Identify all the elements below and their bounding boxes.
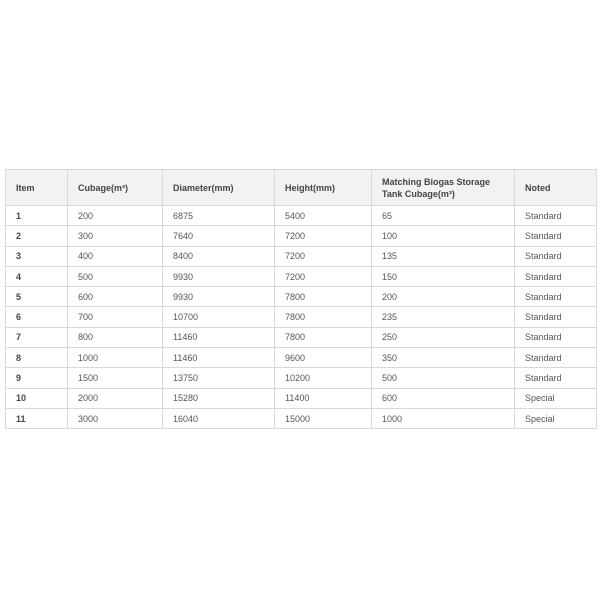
cell-cubage: 1500 bbox=[68, 368, 163, 388]
header-cubage: Cubage(m³) bbox=[68, 170, 163, 206]
header-matching-line-1: Matching Biogas Storage bbox=[382, 176, 491, 187]
table-row bbox=[6, 287, 597, 307]
header-matching-line-2: Tank Cubage(m³) bbox=[382, 188, 455, 199]
cell-diameter: 15280 bbox=[163, 388, 275, 408]
table-body bbox=[6, 206, 597, 429]
table-row bbox=[6, 348, 597, 368]
cell-item: 9 bbox=[6, 368, 68, 388]
specification-table bbox=[5, 169, 597, 429]
cell-matching-tank-cubage: 135 bbox=[372, 246, 515, 266]
header-row bbox=[6, 170, 597, 206]
cell-height: 7200 bbox=[275, 266, 372, 286]
cell-item: 8 bbox=[6, 348, 68, 368]
cell-height: 7200 bbox=[275, 246, 372, 266]
cell-item: 10 bbox=[6, 388, 68, 408]
header-matching-tank-cubage bbox=[372, 170, 515, 206]
cell-item: 2 bbox=[6, 226, 68, 246]
cell-cubage: 500 bbox=[68, 266, 163, 286]
cell-noted: Standard bbox=[515, 206, 597, 226]
cell-item: 7 bbox=[6, 327, 68, 347]
table-row bbox=[6, 408, 597, 428]
header-height: Height(mm) bbox=[275, 170, 372, 206]
cell-height: 7800 bbox=[275, 307, 372, 327]
cell-diameter: 6875 bbox=[163, 206, 275, 226]
cell-diameter: 9930 bbox=[163, 287, 275, 307]
cell-diameter: 10700 bbox=[163, 307, 275, 327]
cell-height: 9600 bbox=[275, 348, 372, 368]
cell-noted: Standard bbox=[515, 327, 597, 347]
cell-cubage: 400 bbox=[68, 246, 163, 266]
cell-height: 7200 bbox=[275, 226, 372, 246]
cell-matching-tank-cubage: 235 bbox=[372, 307, 515, 327]
table-row bbox=[6, 266, 597, 286]
cell-cubage: 800 bbox=[68, 327, 163, 347]
cell-matching-tank-cubage: 65 bbox=[372, 206, 515, 226]
table-row bbox=[6, 307, 597, 327]
cell-noted: Special bbox=[515, 408, 597, 428]
cell-diameter: 11460 bbox=[163, 327, 275, 347]
table-row bbox=[6, 327, 597, 347]
cell-cubage: 3000 bbox=[68, 408, 163, 428]
cell-diameter: 9930 bbox=[163, 266, 275, 286]
cell-matching-tank-cubage: 350 bbox=[372, 348, 515, 368]
cell-height: 15000 bbox=[275, 408, 372, 428]
cell-matching-tank-cubage: 600 bbox=[372, 388, 515, 408]
cell-item: 6 bbox=[6, 307, 68, 327]
cell-item: 1 bbox=[6, 206, 68, 226]
cell-noted: Standard bbox=[515, 287, 597, 307]
table-row bbox=[6, 368, 597, 388]
cell-height: 7800 bbox=[275, 287, 372, 307]
cell-height: 11400 bbox=[275, 388, 372, 408]
cell-noted: Standard bbox=[515, 246, 597, 266]
header-item: Item bbox=[6, 170, 68, 206]
cell-matching-tank-cubage: 200 bbox=[372, 287, 515, 307]
cell-item: 4 bbox=[6, 266, 68, 286]
cell-noted: Standard bbox=[515, 368, 597, 388]
cell-noted: Special bbox=[515, 388, 597, 408]
cell-matching-tank-cubage: 1000 bbox=[372, 408, 515, 428]
cell-height: 7800 bbox=[275, 327, 372, 347]
cell-matching-tank-cubage: 250 bbox=[372, 327, 515, 347]
table-row bbox=[6, 226, 597, 246]
cell-cubage: 300 bbox=[68, 226, 163, 246]
cell-cubage: 200 bbox=[68, 206, 163, 226]
table-header bbox=[6, 170, 597, 206]
cell-matching-tank-cubage: 150 bbox=[372, 266, 515, 286]
cell-cubage: 2000 bbox=[68, 388, 163, 408]
cell-diameter: 11460 bbox=[163, 348, 275, 368]
cell-noted: Standard bbox=[515, 226, 597, 246]
cell-diameter: 13750 bbox=[163, 368, 275, 388]
cell-height: 10200 bbox=[275, 368, 372, 388]
cell-cubage: 1000 bbox=[68, 348, 163, 368]
cell-matching-tank-cubage: 100 bbox=[372, 226, 515, 246]
cell-height: 5400 bbox=[275, 206, 372, 226]
cell-diameter: 8400 bbox=[163, 246, 275, 266]
cell-matching-tank-cubage: 500 bbox=[372, 368, 515, 388]
header-diameter: Diameter(mm) bbox=[163, 170, 275, 206]
cell-noted: Standard bbox=[515, 266, 597, 286]
cell-item: 11 bbox=[6, 408, 68, 428]
cell-cubage: 700 bbox=[68, 307, 163, 327]
cell-item: 5 bbox=[6, 287, 68, 307]
cell-cubage: 600 bbox=[68, 287, 163, 307]
cell-noted: Standard bbox=[515, 348, 597, 368]
table-row bbox=[6, 388, 597, 408]
cell-diameter: 16040 bbox=[163, 408, 275, 428]
cell-noted: Standard bbox=[515, 307, 597, 327]
table-row bbox=[6, 206, 597, 226]
table-row bbox=[6, 246, 597, 266]
cell-diameter: 7640 bbox=[163, 226, 275, 246]
header-noted: Noted bbox=[515, 170, 597, 206]
cell-item: 3 bbox=[6, 246, 68, 266]
